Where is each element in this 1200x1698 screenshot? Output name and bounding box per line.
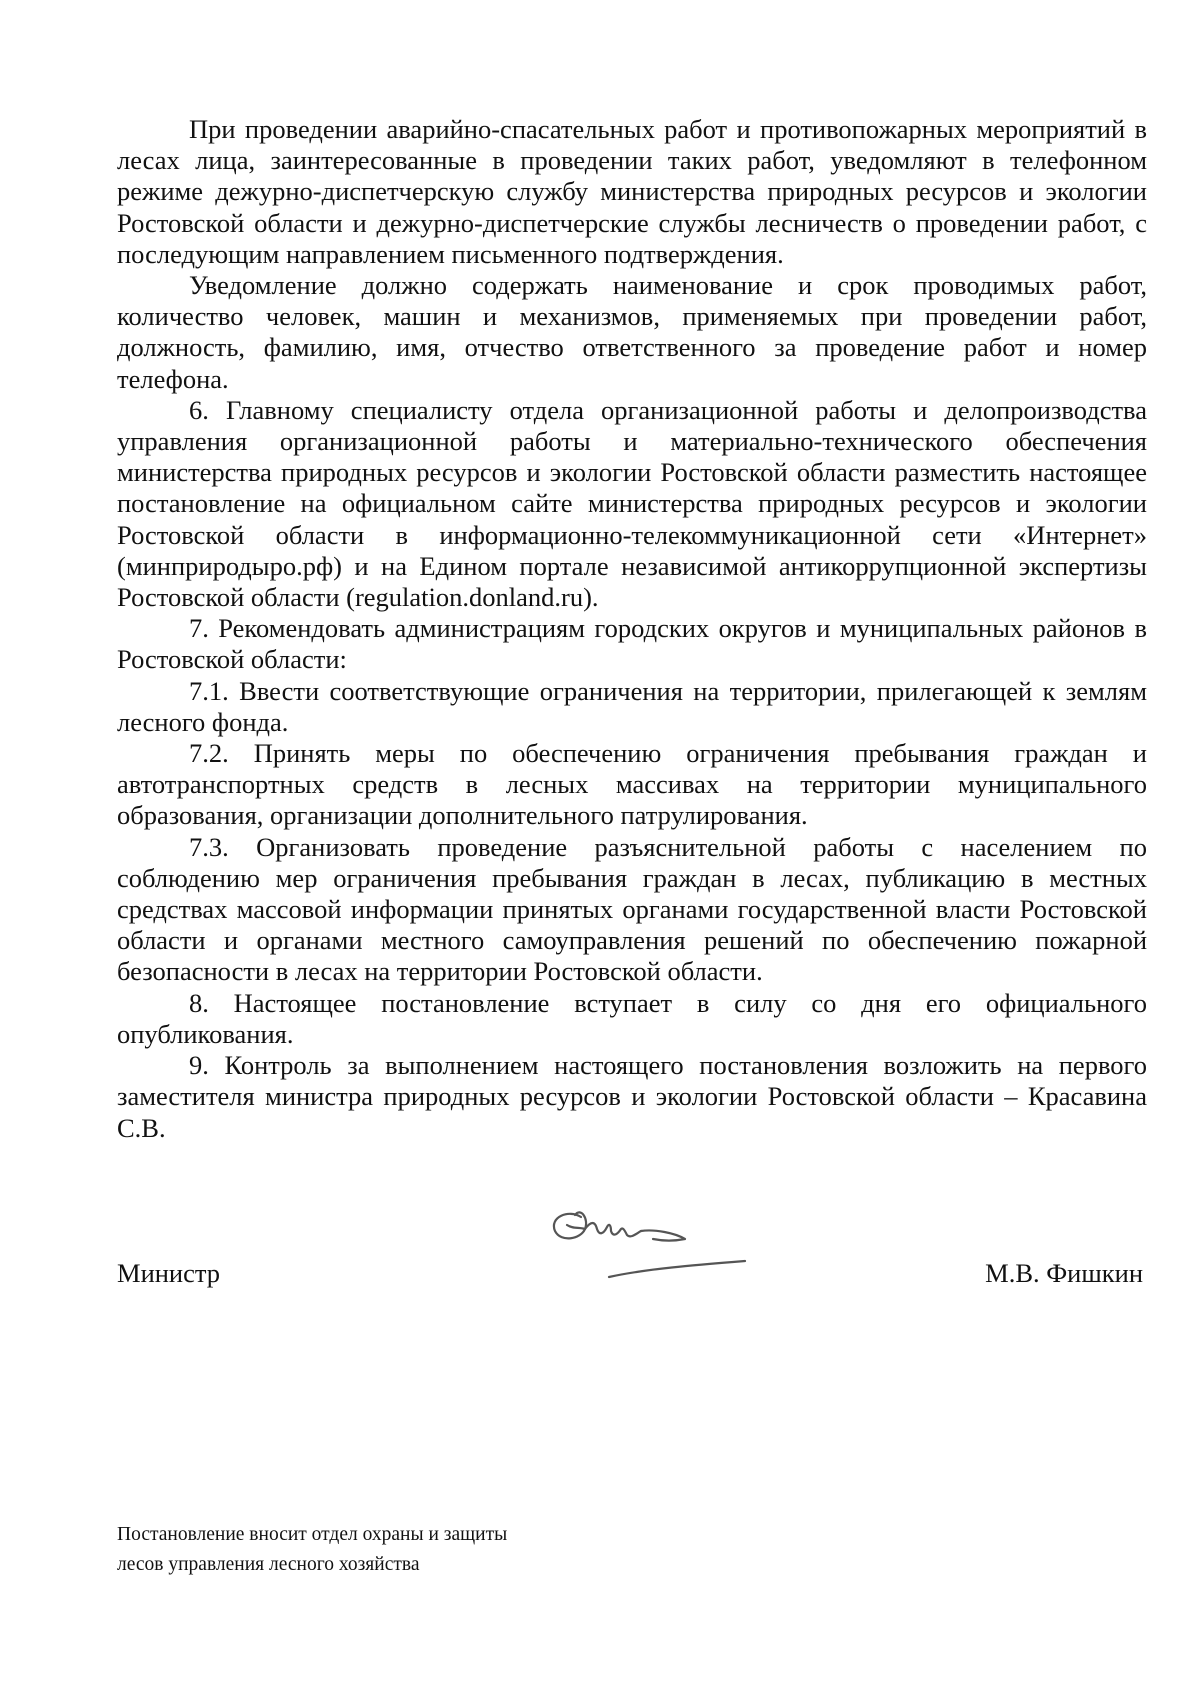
- document-body: [117, 114, 1147, 1144]
- position-title: Министр: [117, 1258, 221, 1288]
- paragraph-item-7: 7. Рекомендовать администрациям городских округов и муниципальных районов в Ростовской области:: [117, 613, 1147, 675]
- paragraph-item-8: 8. Настоящее постановление вступает в силу со дня его официального опубликования.: [117, 987, 1147, 1049]
- paragraph-item-7-2: 7.2. Принять меры по обеспечению ограничения пребывания граждан и автотранспортных средств в лесных массивах на территории муниципального образования, организации дополнительного патрулирования.: [117, 738, 1147, 831]
- footer-line-2: лесов управления лесного хозяйства: [117, 1554, 420, 1575]
- paragraph-item-6: 6. Главному специалисту отдела организационной работы и делопроизводства управления организационной работы и материально-технического обеспечения министерства природных ресурсов и экологии Ростовской области разместить настоящее постановление на официальном сайте министерства природных ресурсов и экологии Ростовской области в информационно-телекоммуникационной сети «Интернет» (минприродыро.рф) и на Едином портале независимой антикоррупционной экспертизы Ростовской области (regulation.donland.ru).: [117, 394, 1147, 613]
- paragraph-item-7-1: 7.1. Ввести соответствующие ограничения на территории, прилегающей к землям лесного фонда.: [117, 675, 1147, 737]
- signature-block: [117, 1258, 1143, 1298]
- footer-line-1: Постановление вносит отдел охраны и защиты: [117, 1524, 508, 1545]
- paragraph-notification-content: Уведомление должно содержать наименование и срок проводимых работ, количество человек, машин и механизмов, применяемых при проведении работ, должность, фамилию, имя, отчество ответственного за проведение работ и номер телефона.: [117, 270, 1147, 394]
- paragraph-emergency-works: При проведении аварийно-спасательных работ и противопожарных мероприятий в лесах лица, заинтересованные в проведении таких работ, уведомляют в телефонном режиме дежурно-диспетчерскую службу министерства природных ресурсов и экологии Ростовской области и дежурно-диспетчерские службы лесничеств о проведении работ, с последующим направлением письменного подтверждения.: [117, 114, 1147, 269]
- paragraph-item-7-3: 7.3. Организовать проведение разъяснительной работы с населением по соблюдению мер ограничения пребывания граждан в лесах, публикацию в местных средствах массовой информации принятых органами государственной власти Ростовской области и органами местного самоуправления решений по обеспечению пожарной безопасности в лесах на территории Ростовской области.: [117, 831, 1147, 987]
- signatory-name: М.В. Фишкин: [985, 1258, 1143, 1288]
- paragraph-item-9: 9. Контроль за выполнением настоящего постановления возложить на первого заместителя министра природных ресурсов и экологии Ростовской области – Красавина С.В.: [117, 1050, 1147, 1143]
- footer-note: [117, 1520, 507, 1580]
